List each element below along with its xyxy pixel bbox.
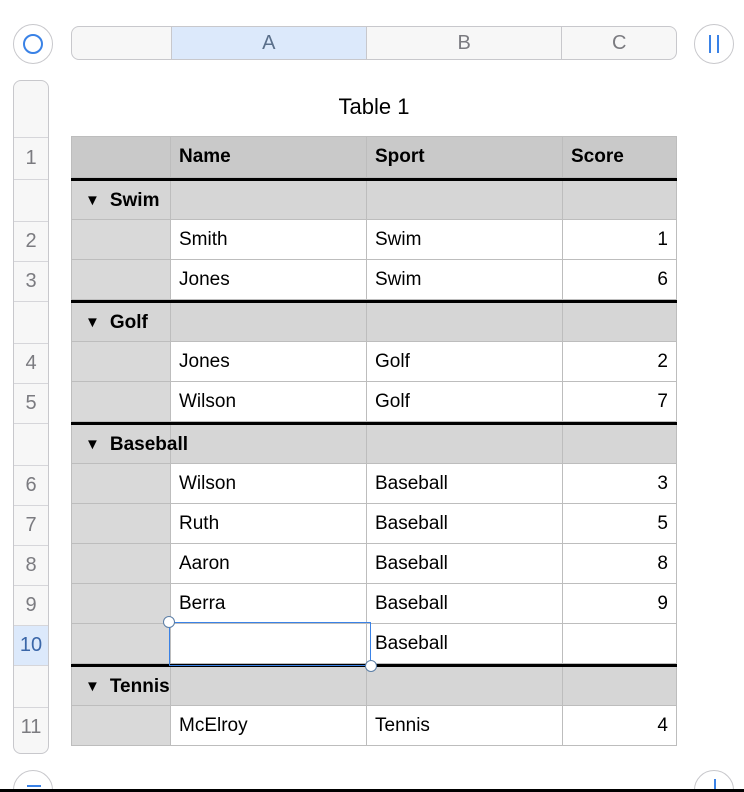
selection-handle-start[interactable]	[163, 616, 175, 628]
sport-cell[interactable]: Baseball	[367, 464, 563, 504]
group-cell[interactable]	[171, 303, 367, 342]
row-header-bar	[13, 80, 49, 754]
row-number[interactable]	[14, 81, 48, 137]
group-cell[interactable]	[563, 667, 677, 706]
score-cell[interactable]: 2	[563, 342, 677, 382]
header-cell-sport[interactable]: Sport	[367, 136, 563, 178]
header-cell-name[interactable]: Name	[171, 136, 367, 178]
sport-cell[interactable]: Baseball	[367, 624, 563, 664]
row-number[interactable]: 1	[14, 137, 48, 179]
group-title: Tennis	[109, 675, 170, 697]
sport-cell[interactable]: Golf	[367, 382, 563, 422]
name-cell[interactable]: McElroy	[171, 706, 367, 746]
score-cell[interactable]	[563, 624, 677, 664]
group-cell[interactable]	[563, 181, 677, 220]
row-label-cell[interactable]	[71, 706, 171, 746]
table-row	[71, 584, 677, 624]
row-label-cell[interactable]	[71, 504, 171, 544]
row-number[interactable]: 9	[14, 585, 48, 625]
sport-cell[interactable]: Golf	[367, 342, 563, 382]
group-cell[interactable]	[367, 181, 563, 220]
group-label[interactable]	[85, 303, 148, 342]
score-cell[interactable]: 5	[563, 504, 677, 544]
group-row[interactable]	[71, 178, 677, 220]
cell-selection[interactable]	[169, 622, 371, 666]
group-cell[interactable]	[171, 667, 367, 706]
group-label[interactable]	[85, 425, 188, 464]
sport-cell[interactable]: Swim	[367, 260, 563, 300]
table-title: Table 1	[338, 94, 410, 119]
table-row	[71, 260, 677, 300]
group-cell[interactable]	[367, 667, 563, 706]
collapse-triangle-icon[interactable]: ▼	[85, 436, 100, 453]
row-number[interactable]: 3	[14, 261, 48, 301]
row-number[interactable]: 10	[14, 625, 48, 665]
selection-handle-end[interactable]	[365, 660, 377, 672]
table-row	[71, 706, 677, 746]
row-label-cell[interactable]	[71, 342, 171, 382]
group-row[interactable]	[71, 422, 677, 464]
row-number[interactable]: 4	[14, 343, 48, 383]
sport-cell[interactable]: Baseball	[367, 504, 563, 544]
name-cell[interactable]: Jones	[171, 342, 367, 382]
header-cell-blank[interactable]	[71, 136, 171, 178]
group-cell[interactable]	[367, 425, 563, 464]
row-label-cell[interactable]	[71, 260, 171, 300]
group-cell[interactable]	[367, 303, 563, 342]
table-row	[71, 382, 677, 422]
minus-icon	[27, 785, 41, 787]
row-number[interactable]: 11	[14, 707, 48, 747]
sport-cell[interactable]: Baseball	[367, 584, 563, 624]
circle-select-icon	[23, 34, 43, 54]
score-cell[interactable]: 3	[563, 464, 677, 504]
group-cell[interactable]	[171, 425, 367, 464]
column-header-bar	[71, 26, 677, 60]
score-cell[interactable]: 6	[563, 260, 677, 300]
score-cell[interactable]: 7	[563, 382, 677, 422]
collapse-triangle-icon[interactable]: ▼	[85, 192, 100, 209]
row-number[interactable]	[14, 665, 48, 707]
column-header-b[interactable]: B	[367, 27, 562, 59]
row-label-cell[interactable]	[71, 382, 171, 422]
header-row	[71, 136, 677, 178]
name-cell[interactable]: Aaron	[171, 544, 367, 584]
group-row[interactable]	[71, 300, 677, 342]
row-label-cell[interactable]	[71, 220, 171, 260]
row-label-cell[interactable]	[71, 584, 171, 624]
name-cell[interactable]: Berra	[171, 584, 367, 624]
group-cell[interactable]	[171, 181, 367, 220]
score-cell[interactable]: 9	[563, 584, 677, 624]
name-cell[interactable]: Wilson	[171, 382, 367, 422]
name-cell[interactable]: Wilson	[171, 464, 367, 504]
score-cell[interactable]: 1	[563, 220, 677, 260]
column-header-blank[interactable]	[72, 27, 172, 59]
table-row	[71, 544, 677, 584]
row-label-cell[interactable]	[71, 544, 171, 584]
select-table-button[interactable]	[13, 24, 53, 64]
header-cell-score[interactable]: Score	[563, 136, 677, 178]
table-row	[71, 464, 677, 504]
row-number[interactable]: 5	[14, 383, 48, 423]
row-number[interactable]: 2	[14, 221, 48, 261]
name-cell[interactable]: Jones	[171, 260, 367, 300]
score-cell[interactable]: 4	[563, 706, 677, 746]
group-title: Baseball	[109, 433, 189, 455]
group-title: Swim	[109, 189, 160, 211]
table-row	[71, 504, 677, 544]
group-label[interactable]	[85, 181, 159, 220]
collapse-triangle-icon[interactable]: ▼	[85, 314, 100, 331]
column-handle-button[interactable]	[694, 24, 734, 64]
score-cell[interactable]: 8	[563, 544, 677, 584]
sport-cell[interactable]: Tennis	[367, 706, 563, 746]
group-cell[interactable]	[563, 425, 677, 464]
table-row	[71, 342, 677, 382]
table-row	[71, 220, 677, 260]
collapse-triangle-icon[interactable]: ▼	[85, 678, 100, 695]
table-row	[71, 624, 677, 664]
column-bars-icon	[709, 35, 719, 53]
group-cell[interactable]	[563, 303, 677, 342]
row-number[interactable]: 8	[14, 545, 48, 585]
sport-cell[interactable]: Swim	[367, 220, 563, 260]
group-label[interactable]	[85, 667, 170, 706]
name-cell[interactable]: Smith	[171, 220, 367, 260]
group-title: Golf	[109, 311, 148, 333]
row-label-cell[interactable]	[71, 624, 171, 664]
row-number[interactable]: 7	[14, 505, 48, 545]
column-header-a[interactable]: A	[172, 27, 367, 59]
row-number[interactable]	[14, 423, 48, 465]
column-header-c[interactable]: C	[611, 31, 627, 54]
row-label-cell[interactable]	[71, 464, 171, 504]
sport-cell[interactable]: Baseball	[367, 544, 563, 584]
row-number[interactable]	[14, 301, 48, 343]
name-cell[interactable]: Ruth	[171, 504, 367, 544]
row-number[interactable]: 6	[14, 465, 48, 505]
row-number[interactable]	[14, 179, 48, 221]
